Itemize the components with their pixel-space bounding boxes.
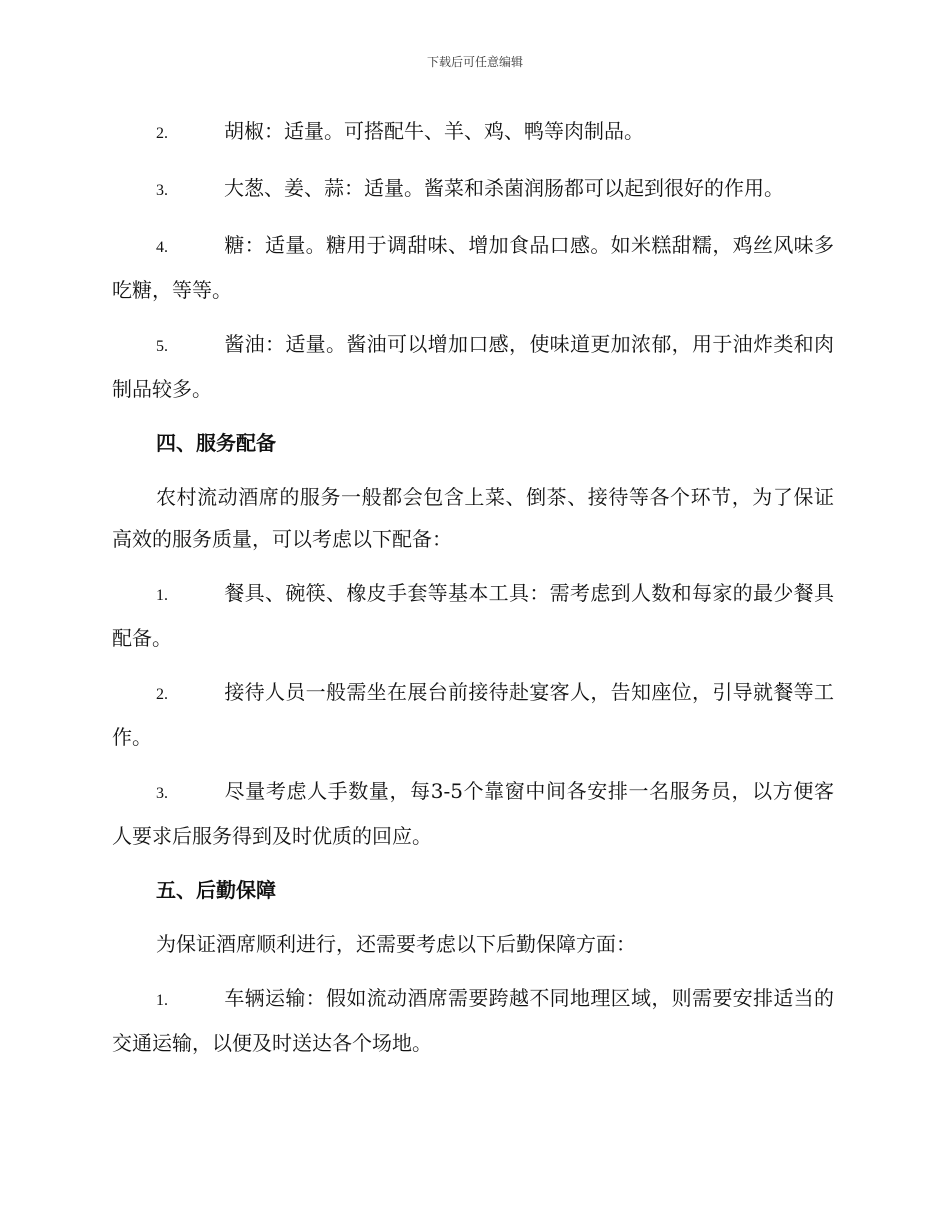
list-number: 2.	[156, 686, 168, 703]
list-item	[112, 770, 834, 857]
page-header: 下载后可任意编辑	[426, 55, 523, 69]
list-number: 1.	[156, 992, 168, 1009]
list-item	[112, 167, 834, 212]
list-item-text: 尽量考虑人手数量，每3-5个靠窗中间各安排一名服务员，以方便客人要求后服务得到及时优质的回应。	[112, 779, 834, 848]
list-item-text: 大葱、姜、蒜：适量。酱菜和杀菌润肠都可以起到很好的作用。	[224, 176, 784, 200]
list-number: 2.	[156, 125, 168, 142]
paragraph: 为保证酒席顺利进行，还需要考虑以下后勤保障方面：	[156, 932, 636, 956]
section-heading: 四、服务配备	[156, 431, 276, 455]
list-number: 5.	[156, 338, 168, 355]
list-item	[112, 110, 834, 155]
list-item-text: 车辆运输：假如流动酒席需要跨越不同地理区域，则需要安排适当的交通运输，以便及时送达各个场地。	[112, 986, 834, 1055]
list-number: 1.	[156, 587, 168, 604]
list-number: 3.	[156, 785, 168, 802]
list-number: 3.	[156, 182, 168, 199]
list-item-text: 餐具、碗筷、橡皮手套等基本工具：需考虑到人数和每家的最少餐具配备。	[112, 581, 834, 650]
paragraph: 农村流动酒席的服务一般都会包含上菜、倒茶、接待等各个环节，为了保证高效的服务质量，可以考虑以下配备：	[112, 485, 834, 551]
list-item-text: 胡椒：适量。可搭配牛、羊、鸡、鸭等肉制品。	[224, 119, 644, 143]
list-item	[112, 224, 834, 311]
list-item-text: 酱油：适量。酱油可以增加口感，使味道更加浓郁，用于油炸类和肉制品较多。	[112, 332, 834, 401]
list-item-text: 接待人员一般需坐在展台前接待赴宴客人，告知座位，引导就餐等工作。	[112, 680, 834, 749]
list-item	[112, 977, 834, 1064]
list-item	[112, 671, 834, 758]
document-body	[112, 110, 834, 1076]
section-heading: 五、后勤保障	[156, 878, 276, 902]
list-item-text: 糖：适量。糖用于调甜味、增加食品口感。如米糕甜糯，鸡丝风味多吃糖，等等。	[112, 233, 834, 302]
list-item	[112, 323, 834, 410]
list-item	[112, 572, 834, 659]
list-number: 4.	[156, 239, 168, 256]
